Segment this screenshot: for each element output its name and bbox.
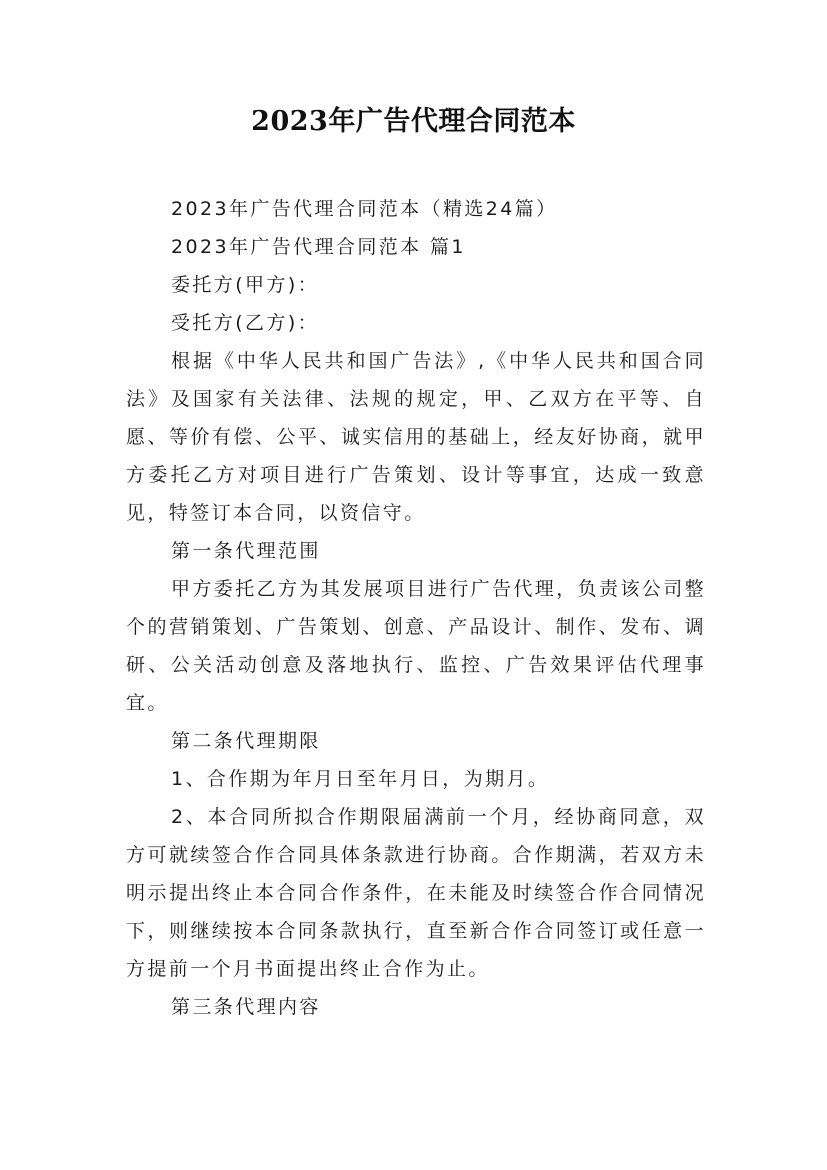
clause-heading-content: 第三条代理内容 [171, 996, 321, 1018]
clause-scope-paragraph: 甲方委托乙方为其发展项目进行广告代理，负责该公司整个的营销策划、广告策划、创意、产品设计、制作、发布、调研、公关活动创意及落地执行、监控、广告效果评估代理事宜。 [126, 578, 707, 714]
section-heading-article-1: 2023年广告代理合同范本 篇1 [171, 236, 466, 258]
clause-term-item-2: 2、本合同所拟合作期限届满前一个月，经协商同意，双方可就续签合作合同具体条款进行协商。合作期满，若双方未明示提出终止本合同合作条件，在未能及时续签合作合同情况下，则继续按本合同条款执行，直至新合作合同签订或任意一方提前一个月书面提出终止合作为止。 [126, 806, 706, 980]
clause-heading-scope: 第一条代理范围 [171, 540, 321, 562]
party-b-line: 受托方(乙方)： [171, 312, 320, 334]
preamble-paragraph: 根据《中华人民共和国广告法》,《中华人民共和国合同法》及国家有关法律、法规的规定，甲、乙双方在平等、自愿、等价有偿、公平、诚实信用的基础上，经友好协商，就甲方委托乙方对项目进行广告策划、设计等事宜，达成一致意见，特签订本合同，以资信守。 [126, 350, 706, 524]
clause-term-item-1: 1、合作期为年月日至年月日，为期月。 [171, 768, 550, 790]
document-title: 2023年广告代理合同范本 [251, 106, 576, 137]
party-a-line: 委托方(甲方)： [171, 274, 320, 296]
document-body [126, 190, 706, 1026]
clause-heading-term: 第二条代理期限 [171, 730, 321, 752]
subtitle-paragraph: 2023年广告代理合同范本（精选24篇） [171, 198, 558, 220]
